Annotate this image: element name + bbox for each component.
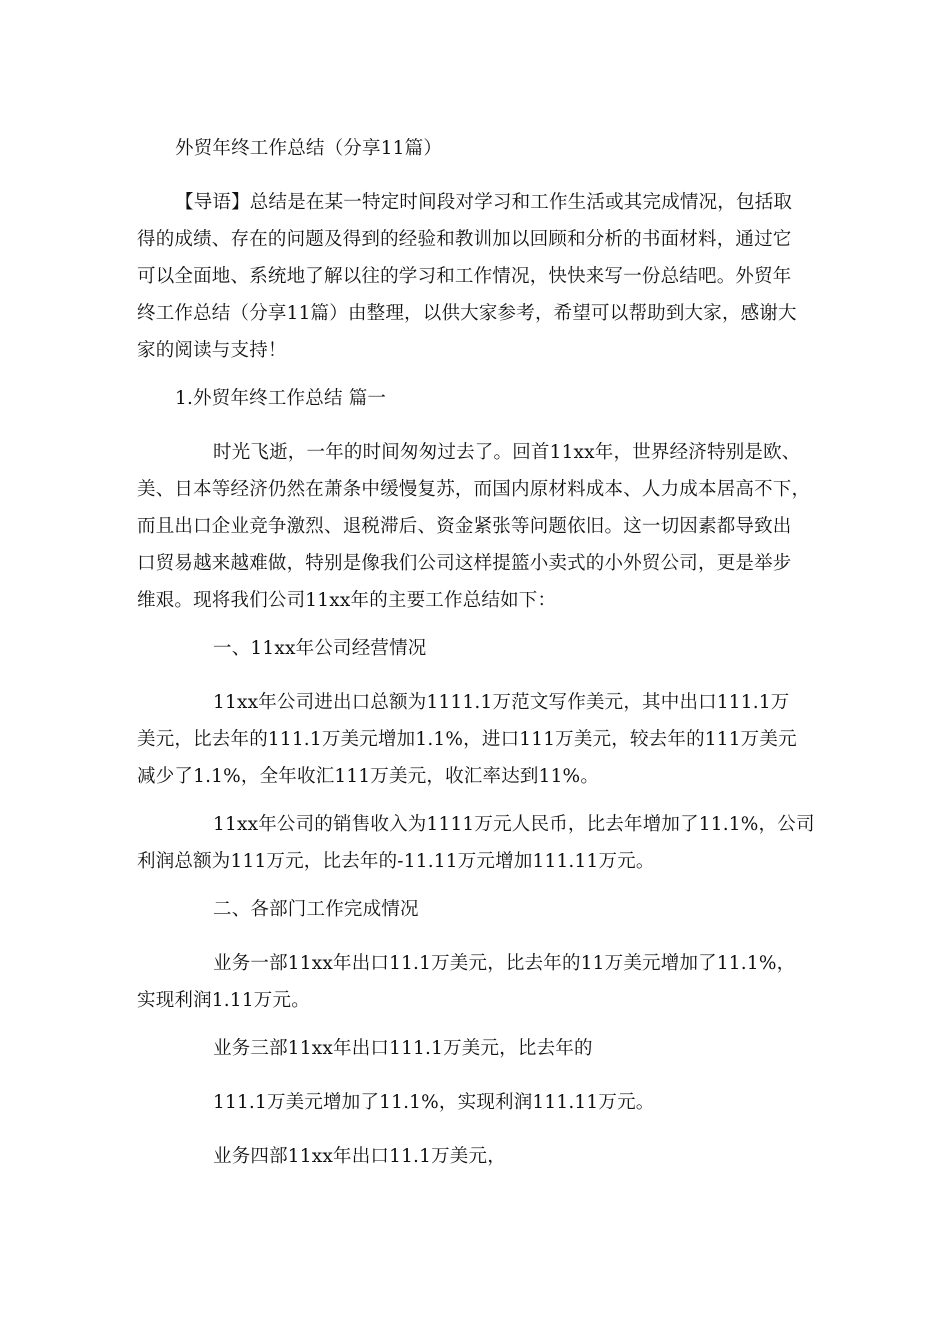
subheading: 一、11xx年公司经营情况 bbox=[213, 638, 427, 659]
intro-line: 终工作总结（分享11篇）由整理，以供大家参考，希望可以帮助到大家，感谢大 bbox=[137, 303, 797, 324]
paragraph-line: 维艰。现将我们公司11xx年的主要工作总结如下： bbox=[137, 590, 557, 611]
intro-line: 【导语】总结是在某一特定时间段对学习和工作生活或其完成情况，包括取 bbox=[175, 192, 793, 213]
paragraph-line: 业务一部11xx年出口11.1万美元，比去年的11万美元增加了11.1%， bbox=[213, 953, 796, 974]
paragraph-line: 业务三部11xx年出口111.1万美元，比去年的 bbox=[213, 1038, 593, 1059]
paragraph-line: 口贸易越来越难做，特别是像我们公司这样提篮小卖式的小外贸公司，更是举步 bbox=[137, 553, 792, 574]
paragraph-line: 减少了1.1%，全年收汇111万美元，收汇率达到11%。 bbox=[137, 766, 600, 787]
paragraph-line: 美、日本等经济仍然在萧条中缓慢复苏，而国内原材料成本、人力成本居高不下， bbox=[137, 479, 811, 500]
paragraph-line: 111.1万美元增加了11.1%，实现利润111.11万元。 bbox=[213, 1092, 655, 1113]
paragraph-line: 实现利润1.11万元。 bbox=[137, 990, 310, 1011]
paragraph-line: 11xx年公司进出口总额为1111.1万范文写作美元，其中出口111.1万 bbox=[213, 692, 790, 713]
paragraph-line: 利润总额为111万元，比去年的-11.11万元增加111.11万元。 bbox=[137, 851, 655, 872]
document-title: 外贸年终工作总结（分享11篇） bbox=[175, 138, 443, 159]
paragraph-line: 11xx年公司的销售收入为1111万元人民币，比去年增加了11.1%，公司 bbox=[213, 814, 815, 835]
subheading: 二、各部门工作完成情况 bbox=[213, 899, 419, 920]
paragraph-line: 时光飞逝，一年的时间匆匆过去了。回首11xx年，世界经济特别是欧、 bbox=[213, 442, 801, 463]
paragraph-line: 而且出口企业竞争激烈、退税滞后、资金紧张等问题依旧。这一切因素都导致出 bbox=[137, 516, 792, 537]
intro-line: 家的阅读与支持！ bbox=[137, 340, 287, 361]
intro-line: 得的成绩、存在的问题及得到的经验和教训加以回顾和分析的书面材料，通过它 bbox=[137, 229, 792, 250]
paragraph-line: 美元，比去年的111.1万美元增加1.1%，进口111万美元，较去年的111万美元 bbox=[137, 729, 797, 750]
intro-line: 可以全面地、系统地了解以往的学习和工作情况，快快来写一份总结吧。外贸年 bbox=[137, 266, 792, 287]
paragraph-line: 业务四部11xx年出口11.1万美元， bbox=[213, 1146, 506, 1167]
section-title: 1.外贸年终工作总结 篇一 bbox=[175, 388, 387, 409]
